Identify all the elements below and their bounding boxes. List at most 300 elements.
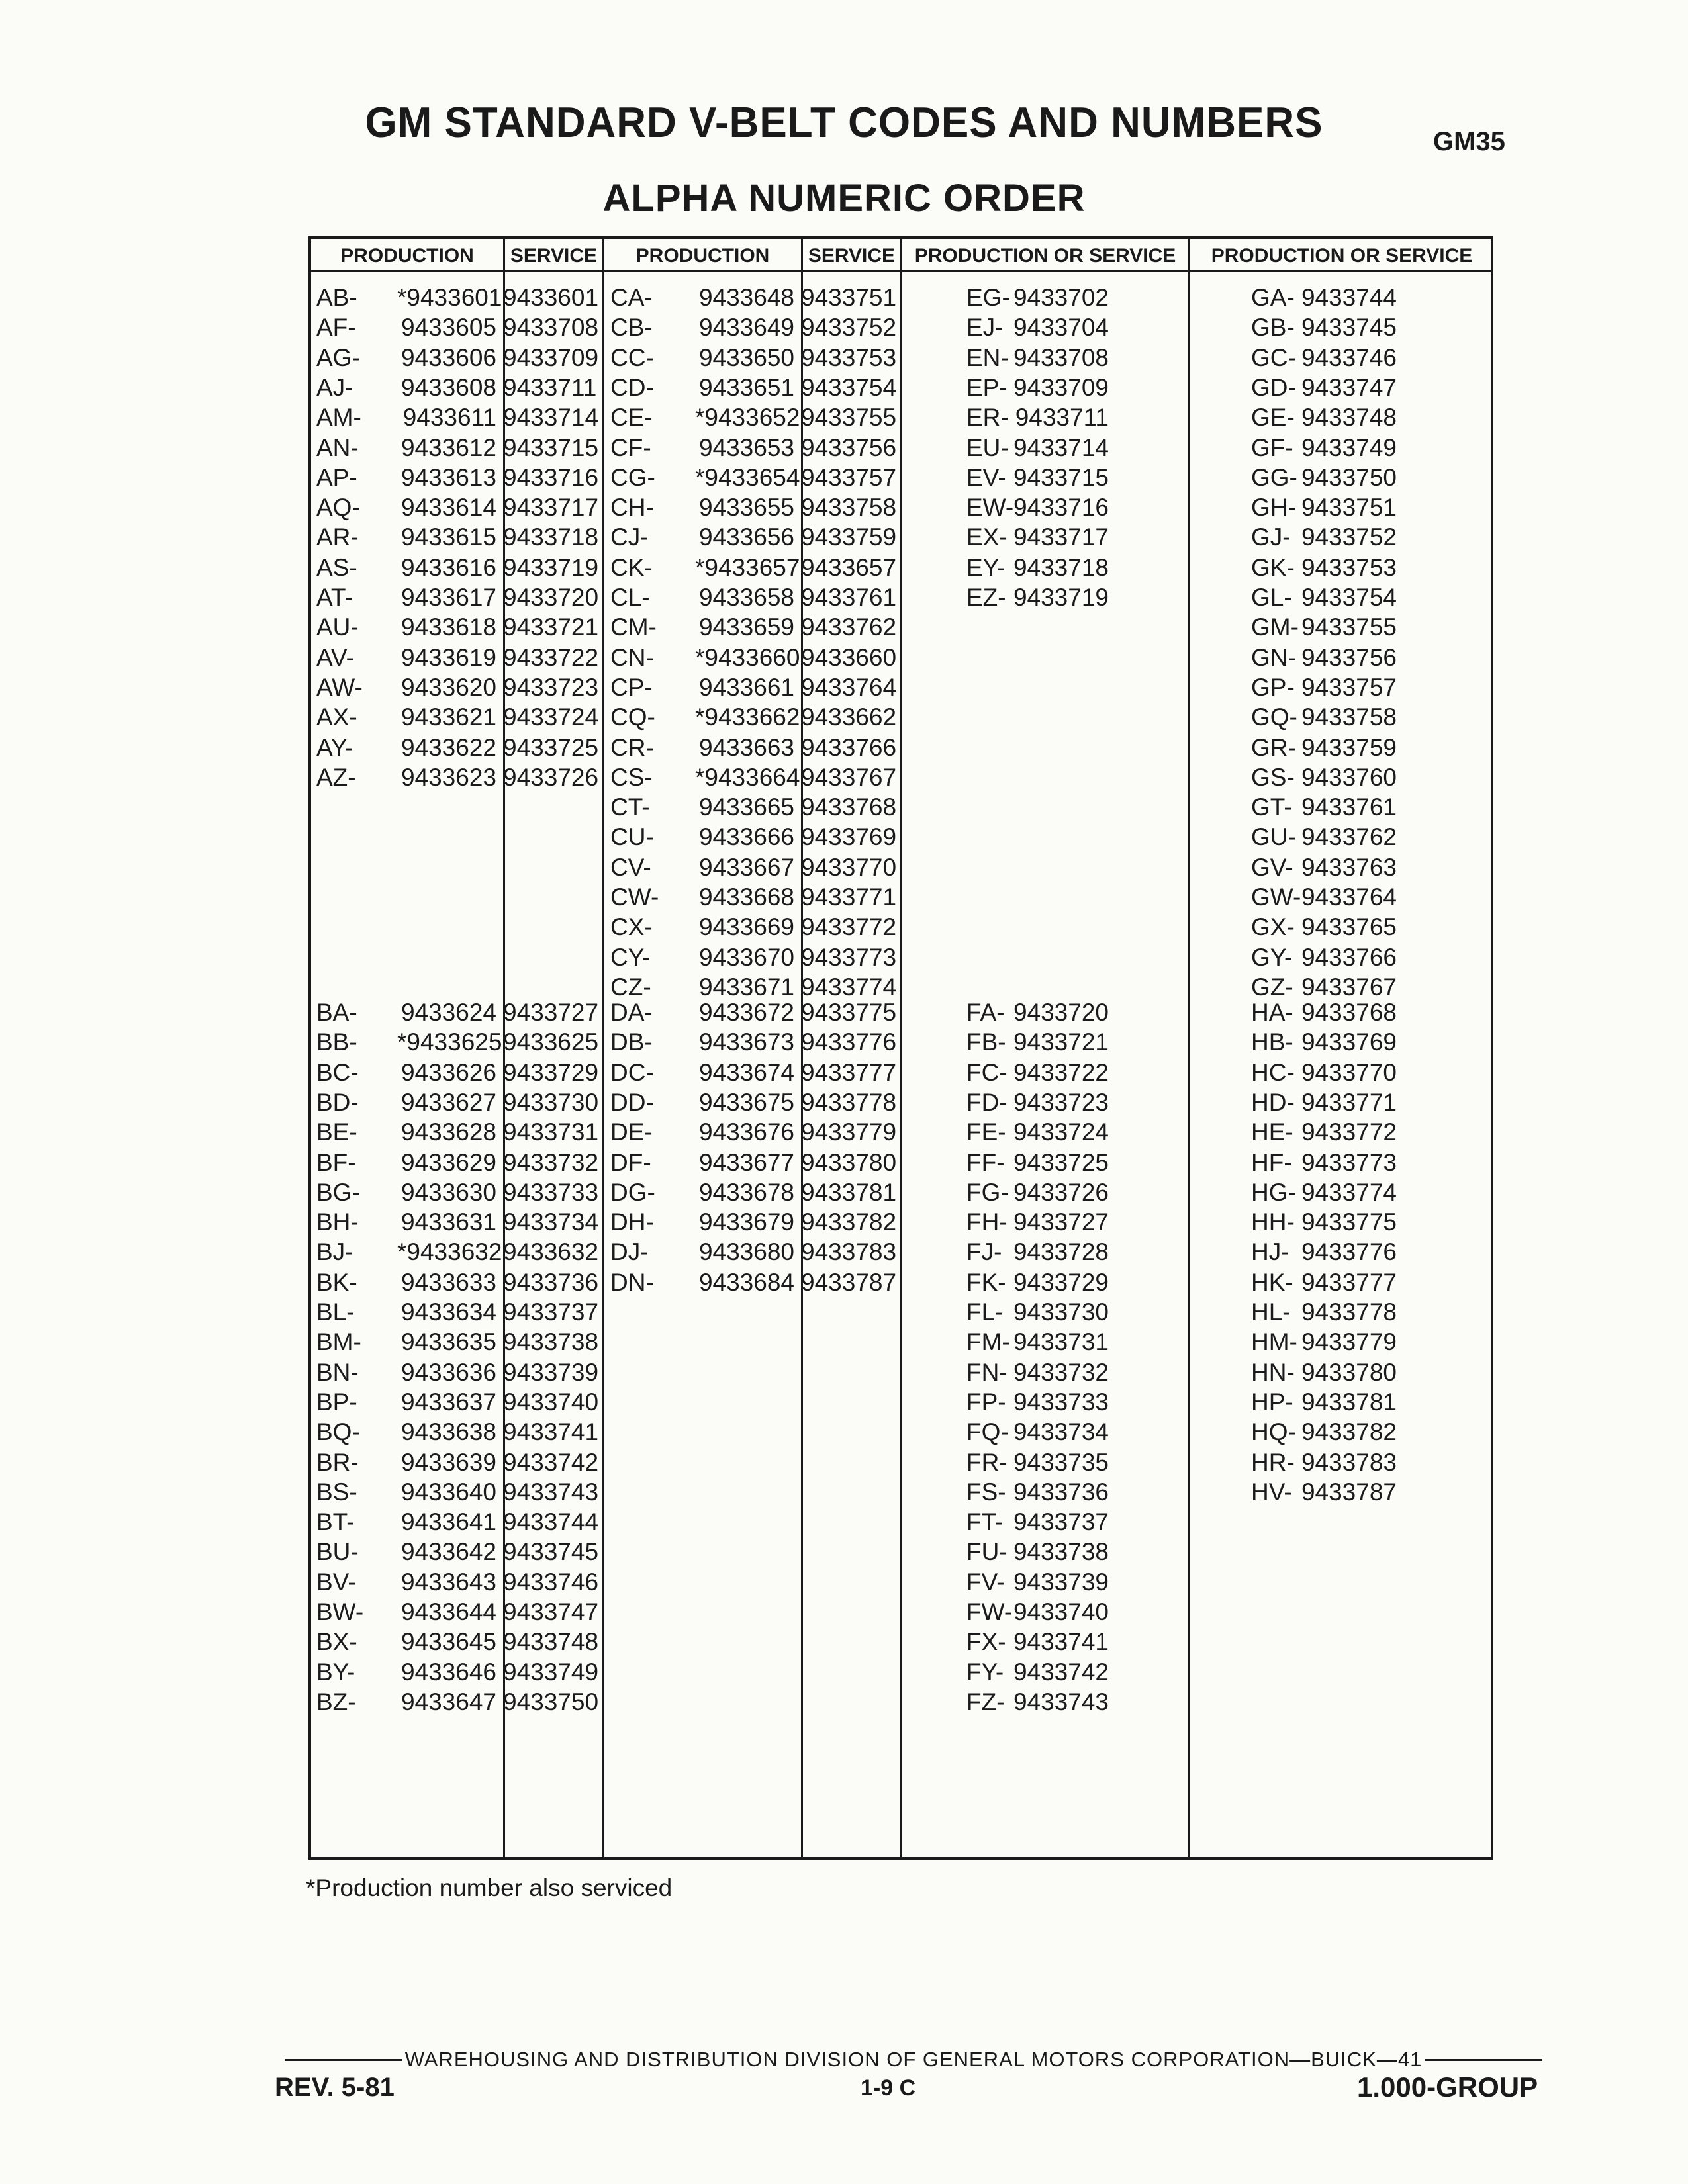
production-number: 9433614 <box>400 494 496 522</box>
belt-code: GW- <box>1251 884 1301 911</box>
production-or-service-number: 9433724 <box>1013 1118 1109 1146</box>
production-number: *9433652 <box>695 404 800 432</box>
production-or-service-number: 9433751 <box>1301 494 1397 522</box>
production-number: 9433661 <box>698 673 794 701</box>
production-number: 9433653 <box>698 433 794 461</box>
production-number: 9433638 <box>400 1418 496 1446</box>
belt-code: FT- <box>966 1508 1004 1536</box>
production-or-service-number: 9433775 <box>1301 1208 1397 1236</box>
service-number: 9433761 <box>801 584 897 611</box>
belt-code: GA- <box>1251 284 1295 311</box>
production-or-service-number: 9433723 <box>1013 1088 1109 1116</box>
service-number: 9433716 <box>503 463 599 491</box>
belt-code: EN- <box>966 343 1009 371</box>
belt-code: AF- <box>316 314 356 341</box>
production-or-service-number: 9433780 <box>1301 1358 1397 1386</box>
service-number: 9433662 <box>801 704 897 731</box>
belt-code: GE- <box>1251 404 1295 432</box>
belt-code: BN- <box>316 1358 359 1386</box>
service-number: 9433743 <box>503 1478 599 1506</box>
belt-code: CJ- <box>610 523 649 551</box>
production-number: 9433637 <box>400 1388 496 1416</box>
column-header-production-or-service: PRODUCTION OR SERVICE <box>914 245 1176 267</box>
service-number: 9433759 <box>801 523 897 551</box>
production-number: 9433611 <box>402 404 496 432</box>
belt-code: CL- <box>610 584 650 611</box>
production-number: 9433663 <box>698 733 794 761</box>
production-number: 9433679 <box>698 1208 794 1236</box>
production-number: 9433618 <box>400 614 496 641</box>
belt-code: GB- <box>1251 314 1295 341</box>
production-or-service-number: 9433729 <box>1013 1268 1109 1296</box>
column-header-production: PRODUCTION <box>340 245 474 267</box>
belt-code: GL- <box>1251 584 1292 611</box>
service-number: 9433739 <box>503 1358 599 1386</box>
belt-code: CQ- <box>610 704 655 731</box>
belt-code: BB- <box>316 1028 357 1056</box>
belt-code: HN- <box>1251 1358 1295 1386</box>
production-number: 9433631 <box>400 1208 496 1236</box>
production-or-service-number: 9433760 <box>1301 763 1397 791</box>
column-divider <box>602 239 604 1857</box>
production-number: 9433613 <box>400 463 496 491</box>
service-number: 9433727 <box>503 999 599 1026</box>
production-or-service-number: 9433702 <box>1013 284 1109 311</box>
service-number: 9433725 <box>503 733 599 761</box>
belt-code: HM- <box>1251 1328 1297 1356</box>
footer-division: WAREHOUSING AND DISTRIBUTION DIVISION OF GENERAL MOTORS CORPORATION—BUICK—41 <box>404 2048 1423 2071</box>
belt-code: BS- <box>316 1478 357 1506</box>
production-or-service-number: 9433746 <box>1301 343 1397 371</box>
belt-code: BQ- <box>316 1418 360 1446</box>
production-or-service-number: 9433759 <box>1301 733 1397 761</box>
service-number: 9433718 <box>503 523 599 551</box>
belt-code: CE- <box>610 404 653 432</box>
belt-code: BW- <box>316 1598 364 1625</box>
service-number: 9433719 <box>503 553 599 581</box>
service-number: 9433741 <box>503 1418 599 1446</box>
belt-code: FL- <box>966 1298 1004 1326</box>
service-number: 9433748 <box>503 1628 599 1656</box>
belt-code: BH- <box>316 1208 359 1236</box>
belt-code: GS- <box>1251 763 1295 791</box>
production-or-service-number: 9433732 <box>1013 1358 1109 1386</box>
production-number: 9433645 <box>400 1628 496 1656</box>
service-number: 9433779 <box>801 1118 897 1146</box>
belt-code: DD- <box>610 1088 654 1116</box>
production-number: 9433619 <box>400 643 496 671</box>
production-or-service-number: 9433752 <box>1301 523 1397 551</box>
production-or-service-number: 9433741 <box>1013 1628 1109 1656</box>
production-number: *9433664 <box>695 763 800 791</box>
service-number: 9433657 <box>801 553 897 581</box>
production-number: 9433633 <box>400 1268 496 1296</box>
belt-code: HC- <box>1251 1058 1295 1086</box>
belt-code: BZ- <box>316 1688 356 1715</box>
production-or-service-number: 9433734 <box>1013 1418 1109 1446</box>
service-number: 9433762 <box>801 614 897 641</box>
service-number: 9433745 <box>503 1538 599 1566</box>
belt-code: AT- <box>316 584 353 611</box>
production-number: 9433640 <box>400 1478 496 1506</box>
service-number: 9433771 <box>801 884 897 911</box>
production-number: *9433660 <box>695 643 800 671</box>
production-or-service-number: 9433763 <box>1301 853 1397 881</box>
belt-code: FQ- <box>966 1418 1009 1446</box>
belt-code: EJ- <box>966 314 1004 341</box>
belt-code: AU- <box>316 614 359 641</box>
belt-code: EZ- <box>966 584 1006 611</box>
production-or-service-number: 9433725 <box>1013 1148 1109 1176</box>
belt-code: BE- <box>316 1118 357 1146</box>
belt-code: EY- <box>966 553 1006 581</box>
belt-code: FM- <box>966 1328 1010 1356</box>
production-or-service-number: 9433715 <box>1013 463 1109 491</box>
belt-code: DJ- <box>610 1238 649 1266</box>
footer-rule <box>1425 2059 1542 2061</box>
belt-code: FR- <box>966 1448 1008 1476</box>
belt-code: CN- <box>610 643 654 671</box>
production-or-service-number: 9433738 <box>1013 1538 1109 1566</box>
production-number: 9433680 <box>698 1238 794 1266</box>
belt-code: AR- <box>316 523 359 551</box>
production-number: 9433650 <box>698 343 794 371</box>
service-number: 9433754 <box>801 373 897 401</box>
belt-code: EU- <box>966 433 1009 461</box>
service-number: 9433756 <box>801 433 897 461</box>
production-number: 9433630 <box>400 1178 496 1206</box>
production-number: 9433659 <box>698 614 794 641</box>
page-code: GM35 <box>1433 127 1505 156</box>
belt-code: GC- <box>1251 343 1296 371</box>
belt-code: HJ- <box>1251 1238 1289 1266</box>
production-number: 9433677 <box>698 1148 794 1176</box>
service-number: 9433726 <box>503 763 599 791</box>
production-number: 9433628 <box>400 1118 496 1146</box>
belt-code: AP- <box>316 463 357 491</box>
production-or-service-number: 9433765 <box>1301 913 1397 941</box>
service-number: 9433774 <box>801 973 897 1001</box>
belt-code: HA- <box>1251 999 1293 1026</box>
service-number: 9433783 <box>801 1238 897 1266</box>
production-number: 9433669 <box>698 913 794 941</box>
production-or-service-number: 9433755 <box>1301 614 1397 641</box>
belt-code: HP- <box>1251 1388 1293 1416</box>
production-or-service-number: 9433757 <box>1301 673 1397 701</box>
belt-code: FS- <box>966 1478 1006 1506</box>
belt-code: CF- <box>610 433 651 461</box>
service-number: 9433660 <box>801 643 897 671</box>
production-or-service-number: 9433717 <box>1013 523 1109 551</box>
production-or-service-number: 9433743 <box>1013 1688 1109 1715</box>
production-or-service-number: 9433770 <box>1301 1058 1397 1086</box>
production-or-service-number: 9433750 <box>1301 463 1397 491</box>
belt-code: FH- <box>966 1208 1008 1236</box>
production-number: 9433643 <box>400 1568 496 1596</box>
belt-code: HB- <box>1251 1028 1293 1056</box>
production-or-service-number: 9433777 <box>1301 1268 1397 1296</box>
production-number: 9433621 <box>400 704 496 731</box>
production-number: 9433620 <box>400 673 496 701</box>
belt-code: CC- <box>610 343 654 371</box>
belt-code: BR- <box>316 1448 359 1476</box>
belt-code: DN- <box>610 1268 654 1296</box>
service-number: 9433744 <box>503 1508 599 1536</box>
production-number: *9433601 <box>397 284 502 311</box>
service-number: 9433777 <box>801 1058 897 1086</box>
service-number: 9433752 <box>801 314 897 341</box>
belt-code: BX- <box>316 1628 357 1656</box>
belt-code: GQ- <box>1251 704 1297 731</box>
production-or-service-number: 9433764 <box>1301 884 1397 911</box>
group-label: 1.000-GROUP <box>1357 2071 1538 2103</box>
footnote: *Production number also serviced <box>306 1874 673 1901</box>
belt-code: GM- <box>1251 614 1299 641</box>
belt-code: HD- <box>1251 1088 1295 1116</box>
belt-code: BV- <box>316 1568 356 1596</box>
production-number: 9433646 <box>400 1658 496 1686</box>
production-number: 9433626 <box>400 1058 496 1086</box>
belt-code: BU- <box>316 1538 359 1566</box>
belt-code: CM- <box>610 614 657 641</box>
belt-code: CK- <box>610 553 653 581</box>
service-number: 9433747 <box>503 1598 599 1625</box>
belt-code: AV- <box>316 643 354 671</box>
belt-code: BJ- <box>316 1238 353 1266</box>
service-number: 9433770 <box>801 853 897 881</box>
service-number: 9433746 <box>503 1568 599 1596</box>
service-number: 9433723 <box>503 673 599 701</box>
belt-code: GG- <box>1251 463 1297 491</box>
production-or-service-number: 9433783 <box>1301 1448 1397 1476</box>
service-number: 9433730 <box>503 1088 599 1116</box>
belt-code: BF- <box>316 1148 356 1176</box>
production-or-service-number: 9433781 <box>1301 1388 1397 1416</box>
belt-code: FK- <box>966 1268 1006 1296</box>
service-number: 9433721 <box>503 614 599 641</box>
service-number: 9433720 <box>503 584 599 611</box>
service-number: 9433768 <box>801 794 897 821</box>
service-number: 9433625 <box>503 1028 599 1056</box>
belt-code: DF- <box>610 1148 651 1176</box>
belt-code: AZ- <box>316 763 356 791</box>
belt-code: FY- <box>966 1658 1004 1686</box>
belt-code: GJ- <box>1251 523 1291 551</box>
service-number: 9433714 <box>503 404 599 432</box>
production-or-service-number: 9433747 <box>1301 373 1397 401</box>
belt-code: AM- <box>316 404 361 432</box>
service-number: 9433775 <box>801 999 897 1026</box>
production-number: 9433676 <box>698 1118 794 1146</box>
production-number: 9433666 <box>698 823 794 851</box>
belt-code: GF- <box>1251 433 1293 461</box>
service-number: 9433734 <box>503 1208 599 1236</box>
belt-code: CP- <box>610 673 653 701</box>
production-number: *9433662 <box>695 704 800 731</box>
service-number: 9433632 <box>503 1238 599 1266</box>
footer-rule <box>285 2059 402 2061</box>
belt-code: FG- <box>966 1178 1009 1206</box>
production-or-service-number: 9433753 <box>1301 553 1397 581</box>
column-divider <box>1188 239 1190 1857</box>
production-or-service-number: 9433733 <box>1013 1388 1109 1416</box>
belt-code: EX- <box>966 523 1008 551</box>
production-number: 9433635 <box>400 1328 496 1356</box>
production-number: 9433627 <box>400 1088 496 1116</box>
belt-code: GV- <box>1251 853 1293 881</box>
belt-code: FA- <box>966 999 1005 1026</box>
production-or-service-number: 9433739 <box>1013 1568 1109 1596</box>
service-number: 9433711 <box>503 373 597 401</box>
belt-code: GD- <box>1251 373 1296 401</box>
production-number: 9433617 <box>400 584 496 611</box>
production-or-service-number: 9433774 <box>1301 1178 1397 1206</box>
belt-code: FV- <box>966 1568 1005 1596</box>
service-number: 9433787 <box>801 1268 897 1296</box>
belt-code: EP- <box>966 373 1008 401</box>
belt-code: DA- <box>610 999 653 1026</box>
service-number: 9433766 <box>801 733 897 761</box>
service-number: 9433715 <box>503 433 599 461</box>
belt-code: BY- <box>316 1658 355 1686</box>
belt-code: GK- <box>1251 553 1295 581</box>
service-number: 9433732 <box>503 1148 599 1176</box>
belt-code: FP- <box>966 1388 1006 1416</box>
belt-code: AY- <box>316 733 353 761</box>
belt-code: BG- <box>316 1178 360 1206</box>
service-number: 9433717 <box>503 494 599 522</box>
service-number: 9433737 <box>503 1298 599 1326</box>
belt-code: AG- <box>316 343 360 371</box>
belt-code: AX- <box>316 704 357 731</box>
belt-code: CW- <box>610 884 659 911</box>
production-number: 9433615 <box>400 523 496 551</box>
belt-code: CS- <box>610 763 653 791</box>
service-number: 9433724 <box>503 704 599 731</box>
production-or-service-number: 9433730 <box>1013 1298 1109 1326</box>
production-or-service-number: 9433711 <box>1015 404 1109 432</box>
belt-code: AJ- <box>316 373 353 401</box>
production-or-service-number: 9433718 <box>1013 553 1109 581</box>
revision-label: REV. 5-81 <box>275 2073 395 2102</box>
production-number: 9433656 <box>698 523 794 551</box>
production-or-service-number: 9433756 <box>1301 643 1397 671</box>
production-or-service-number: 9433768 <box>1301 999 1397 1026</box>
belt-code: HF- <box>1251 1148 1292 1176</box>
belt-code: HQ- <box>1251 1418 1296 1446</box>
vbelt-code-table <box>308 236 1493 1860</box>
service-number: 9433780 <box>801 1148 897 1176</box>
belt-code: CZ- <box>610 973 651 1001</box>
belt-code: CT- <box>610 794 650 821</box>
production-or-service-number: 9433766 <box>1301 943 1397 971</box>
belt-code: EV- <box>966 463 1006 491</box>
service-number: 9433749 <box>503 1658 599 1686</box>
production-or-service-number: 9433762 <box>1301 823 1397 851</box>
production-number: 9433665 <box>698 794 794 821</box>
belt-code: GU- <box>1251 823 1296 851</box>
production-number: *9433632 <box>397 1238 502 1266</box>
production-or-service-number: 9433782 <box>1301 1418 1397 1446</box>
production-number: 9433672 <box>698 999 794 1026</box>
column-divider <box>900 239 902 1857</box>
service-number: 9433781 <box>801 1178 897 1206</box>
production-or-service-number: 9433740 <box>1013 1598 1109 1625</box>
belt-code: DH- <box>610 1208 654 1236</box>
belt-code: AB- <box>316 284 357 311</box>
belt-code: GT- <box>1251 794 1292 821</box>
production-or-service-number: 9433767 <box>1301 973 1397 1001</box>
belt-code: AN- <box>316 433 359 461</box>
service-number: 9433776 <box>801 1028 897 1056</box>
belt-code: DG- <box>610 1178 655 1206</box>
production-number: 9433675 <box>698 1088 794 1116</box>
service-number: 9433731 <box>503 1118 599 1146</box>
production-or-service-number: 9433779 <box>1301 1328 1397 1356</box>
production-number: 9433674 <box>698 1058 794 1086</box>
belt-code: FZ- <box>966 1688 1005 1715</box>
production-or-service-number: 9433704 <box>1013 314 1109 341</box>
production-number: 9433668 <box>698 884 794 911</box>
production-number: 9433678 <box>698 1178 794 1206</box>
service-number: 9433750 <box>503 1688 599 1715</box>
belt-code: HL- <box>1251 1298 1291 1326</box>
belt-code: BC- <box>316 1058 359 1086</box>
production-number: 9433606 <box>400 343 496 371</box>
production-or-service-number: 9433731 <box>1013 1328 1109 1356</box>
belt-code: CG- <box>610 463 655 491</box>
belt-code: HR- <box>1251 1448 1295 1476</box>
production-or-service-number: 9433761 <box>1301 794 1397 821</box>
production-or-service-number: 9433720 <box>1013 999 1109 1026</box>
service-number: 9433778 <box>801 1088 897 1116</box>
service-number: 9433773 <box>801 943 897 971</box>
belt-code: GZ- <box>1251 973 1293 1001</box>
page-subtitle: ALPHA NUMERIC ORDER <box>602 177 1086 220</box>
footer-division-line <box>285 2046 1542 2073</box>
belt-code: FD- <box>966 1088 1008 1116</box>
production-or-service-number: 9433749 <box>1301 433 1397 461</box>
belt-code: GR- <box>1251 733 1296 761</box>
service-number: 9433764 <box>801 673 897 701</box>
production-or-service-number: 9433719 <box>1013 584 1109 611</box>
production-or-service-number: 9433748 <box>1301 404 1397 432</box>
production-or-service-number: 9433771 <box>1301 1088 1397 1116</box>
belt-code: AQ- <box>316 494 360 522</box>
column-header-production-or-service: PRODUCTION OR SERVICE <box>1211 245 1473 267</box>
service-number: 9433736 <box>503 1268 599 1296</box>
production-or-service-number: 9433735 <box>1013 1448 1109 1476</box>
belt-code: CH- <box>610 494 654 522</box>
belt-code: GY- <box>1251 943 1293 971</box>
production-number: 9433671 <box>698 973 794 1001</box>
production-number: *9433657 <box>695 553 800 581</box>
service-number: 9433751 <box>801 284 897 311</box>
service-number: 9433709 <box>503 343 599 371</box>
production-number: 9433622 <box>400 733 496 761</box>
belt-code: FN- <box>966 1358 1008 1386</box>
belt-code: CR- <box>610 733 654 761</box>
production-or-service-number: 9433722 <box>1013 1058 1109 1086</box>
service-number: 9433753 <box>801 343 897 371</box>
belt-code: FC- <box>966 1058 1008 1086</box>
belt-code: CV- <box>610 853 651 881</box>
column-header-service: SERVICE <box>510 245 598 267</box>
belt-code: FJ- <box>966 1238 1002 1266</box>
service-number: 9433769 <box>801 823 897 851</box>
belt-code: EG- <box>966 284 1010 311</box>
belt-code: FB- <box>966 1028 1006 1056</box>
